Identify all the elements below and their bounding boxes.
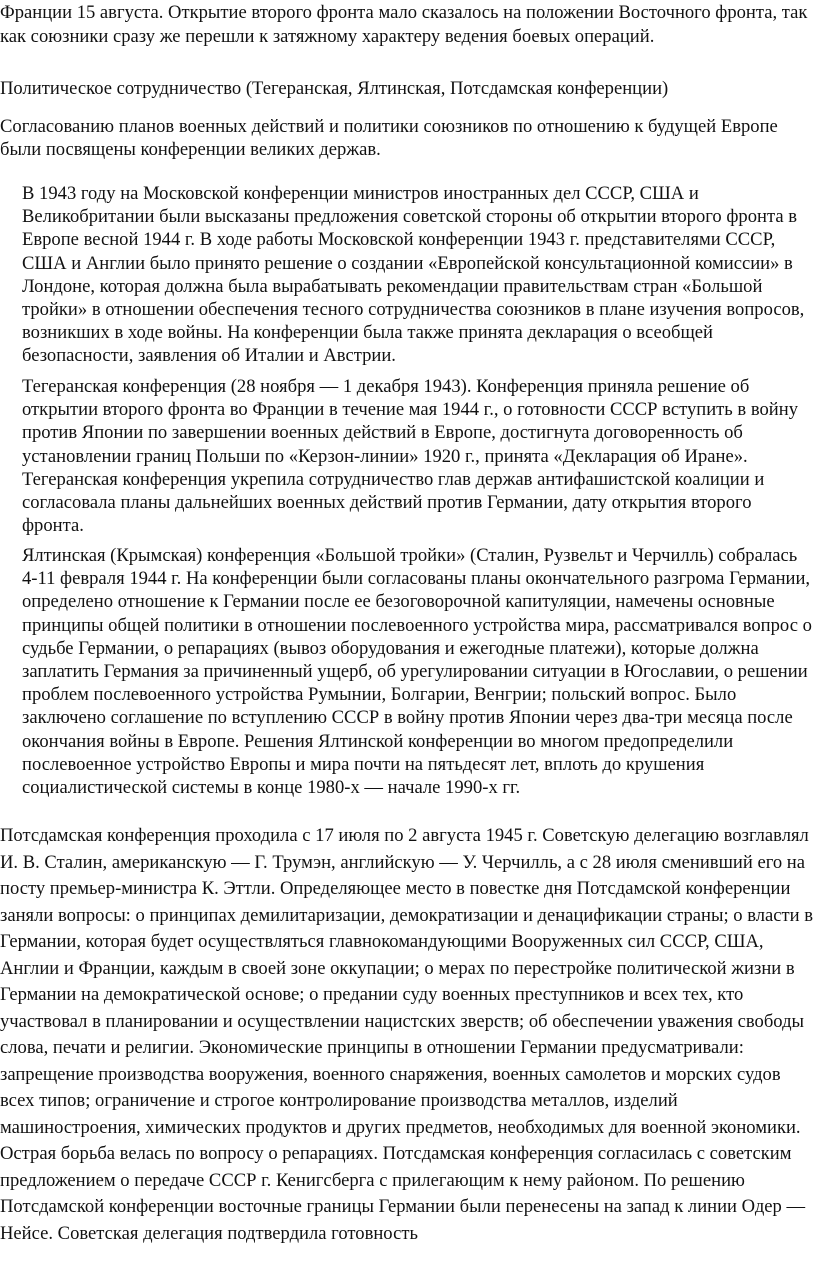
section-heading: Политическое сотрудничество (Тегеранская, Ялтинская, Потсдамская конференции)	[0, 78, 669, 99]
paragraph-second-front-end: Франции 15 августа. Открытие второго фронта мало сказалось на положении Восточного фронта, так как союзники сразу же перешли к затяжному характеру ведения боевых операций.	[0, 2, 808, 47]
paragraph-intro: Согласованию планов военных действий и политики союзников по отношению к будущей Европе были посвящены конференции великих держав.	[0, 116, 778, 160]
paragraph-tehran-conference: Тегеранская конференция (28 ноября — 1 декабря 1943). Конференция приняла решение об открытии второго фронта во Франции в течение мая 1944 г., о готовности СССР вступить в войну против Японии по завершении военных действий в Европе, достигнута договоренность об установлении границ Польши по «Керзон-линии» 1920 г., принята «Декларация об Иране». Тегеранская конференция укрепила сотрудничество глав держав антифашистской коалиции и согласовала планы дальнейших военных действий против Германии, дату открытия второго фронта.	[22, 376, 798, 537]
paragraph-potsdam-conference: Потсдамская конференция проходила с 17 июля по 2 августа 1945 г. Советскую делегацию возглавлял И. В. Сталин, американскую — Г. Трумэн, английскую — У. Черчилль, а с 28 июля сменивший его на посту премьер-министра К. Эттли. Определяющее место в повестке дня Потсдамской конференции заняли вопросы: о принципах демилитаризации, демократизации и денацификации страны; о власти в Германии, которая будет осуществляться главнокомандующими Вооруженных сил СССР, США, Англии и Франции, каждым в своей зоне оккупации; о мерах по перестройке политической жизни в Германии на демократической основе; о предании суду военных преступников и всех тех, кто участвовал в планировании и осуществлении нацистских зверств; об обеспечении уважения свободы слова, печати и религии. Экономические принципы в отношении Германии предусматривали: запрещение производства вооружения, военного снаряжения, военных самолетов и морских судов всех типов; ограничение и строгое контролирование производства металлов, изделий машиностроения, химических продуктов и других предметов, необходимых для военной экономики. Острая борьба велась по вопросу о репарациях. Потсдамская конференция согласилась с советским предложением о передаче СССР г. Кенигсберга с прилегающим к нему районом. По решению Потсдамской конференции восточные границы Германии были перенесены на запад к линии Одер — Нейсе. Советская делегация подтвердила готовность	[0, 825, 814, 1244]
paragraph-yalta-conference: Ялтинская (Крымская) конференция «Большой тройки» (Сталин, Рузвельт и Черчилль) собралась 4-11 февраля 1944 г. На конференции были согласованы планы окончательного разгрома Германии, определено отношение к Германии после ее безоговорочной капитуляции, намечены основные принципы общей политики в отношении послевоенного устройства мира, рассматривался вопрос о судьбе Германии, о репарациях (вывоз оборудования и ежегодные платежи), которые должна заплатить Германия за причиненный ущерб, об урегулировании ситуации в Югославии, о решении проблем послевоенного устройства Румынии, Болгарии, Венгрии; польский вопрос. Было заключено соглашение по вступлению СССР в войну против Японии через два-три месяца после окончания войны в Европе. Решения Ялтинской конференции во многом предопределили послевоенное устройство Европы и мира почти на пятьдесят лет, вплоть до крушения социалистической системы в конце 1980-х — начале 1990-х гг.	[22, 545, 812, 799]
paragraph-moscow-conference: В 1943 году на Московской конференции министров иностранных дел СССР, США и Великобритании были высказаны предложения советской стороны об открытии второго фронта в Европе весной 1944 г. В ходе работы Московской конференции 1943 г. представителями СССР, США и Англии было принято решение о создании «Европейской консультационной комиссии» в Лондоне, которая должна была вырабатывать рекомендации правительствам стран «Большой тройки» в отношении обеспечения тесного сотрудничества союзников в плане изучения вопросов, возникших в ходе войны. На конференции была также принята декларация о всеобщей безопасности, заявления об Италии и Австрии.	[22, 183, 805, 367]
